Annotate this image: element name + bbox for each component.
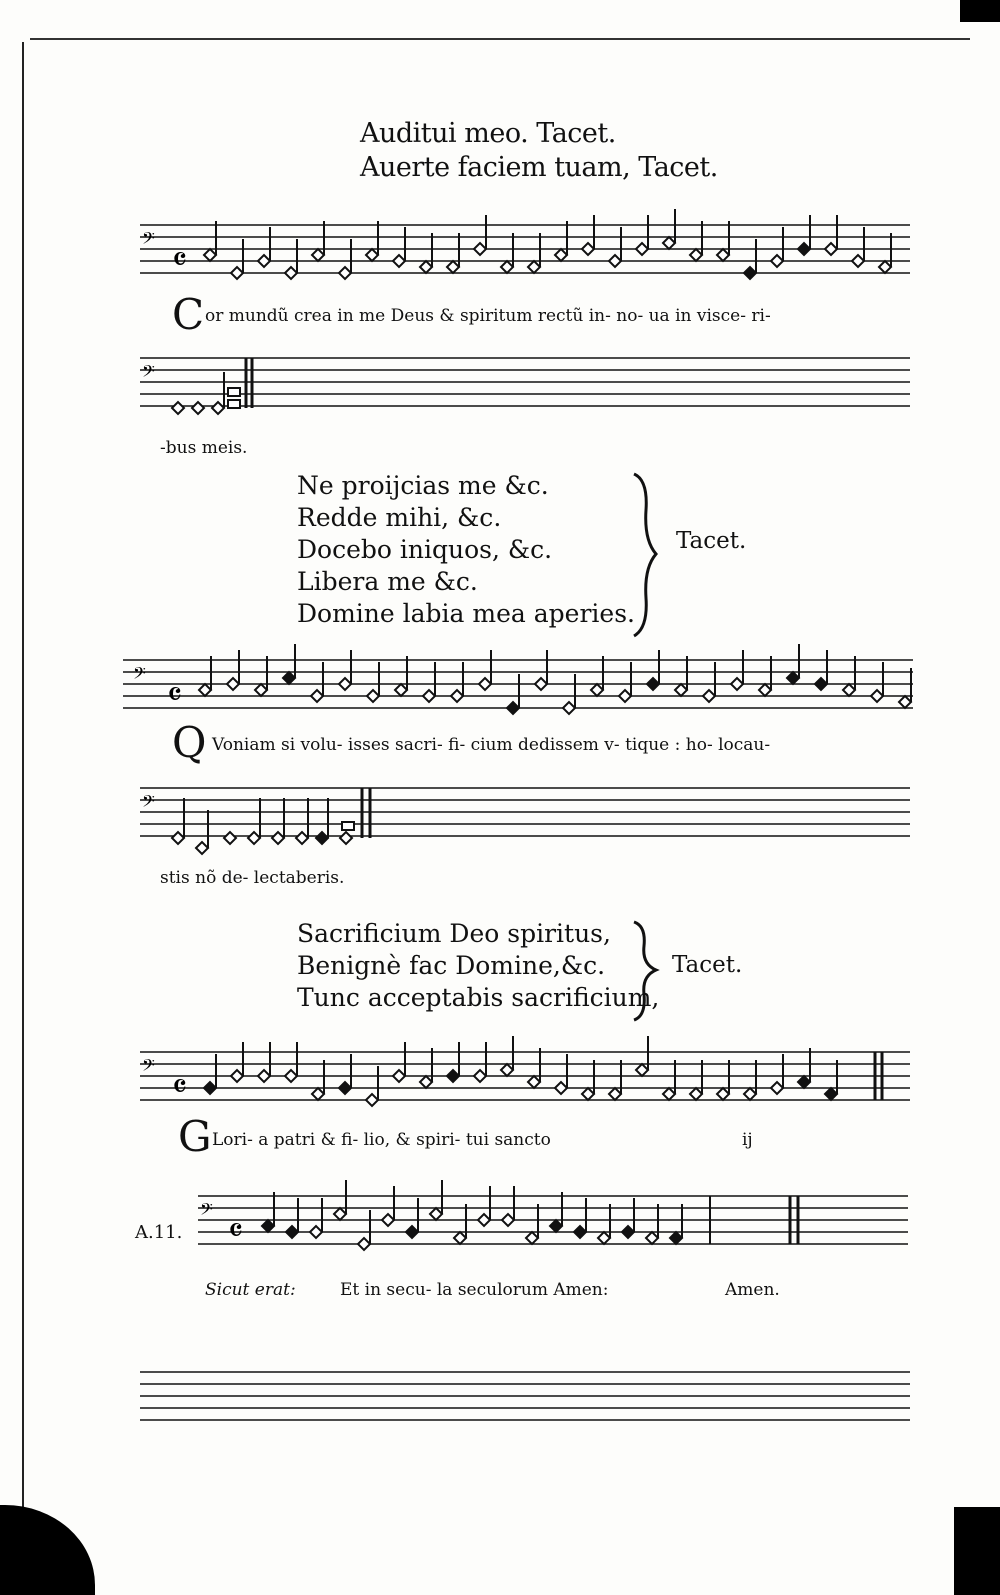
note-head: [555, 249, 567, 261]
note-head: [744, 267, 756, 279]
note-head: [647, 678, 659, 690]
music-staff-7-empty: [140, 1372, 920, 1432]
note-head: [690, 1088, 702, 1100]
note-head: [447, 261, 459, 273]
note-head: [420, 261, 432, 273]
note-head: [501, 261, 513, 273]
notes: [204, 209, 891, 279]
note-head: [258, 255, 270, 267]
lyrics-sicut: Sicut erat:: [205, 1280, 296, 1300]
note-head: [502, 1214, 514, 1226]
repeat-mark: ij: [742, 1130, 753, 1150]
note-head: [528, 1076, 540, 1088]
note-head: [393, 1070, 405, 1082]
note-head: [258, 1070, 270, 1082]
note-head: [843, 684, 855, 696]
note-head: [609, 255, 621, 267]
note-head: [339, 678, 351, 690]
note-head: [798, 1076, 810, 1088]
note-head: [366, 1094, 378, 1106]
note-head: [311, 690, 323, 702]
music-staff-5: [140, 1052, 920, 1117]
brace-2: [630, 918, 660, 1023]
note-head: [382, 1214, 394, 1226]
note-head: [312, 1088, 324, 1100]
lyrics-line-2: -bus meis.: [160, 438, 248, 458]
music-staff-2: [140, 358, 920, 418]
note-head: [555, 1082, 567, 1094]
page-border-top: [30, 38, 970, 40]
lyrics-line-5: Lori- a patri & fi- lio, & spiri- tui sancto: [212, 1130, 551, 1150]
note-head: [731, 678, 743, 690]
note-head: [395, 684, 407, 696]
tacet-item: Libera me &c.: [297, 567, 478, 596]
note-head: [367, 690, 379, 702]
heading-2: Auerte faciem tuam, Tacet.: [360, 152, 718, 183]
note-head: [430, 1208, 442, 1220]
note-head: [670, 1232, 682, 1244]
tacet-item: Redde mihi, &c.: [297, 503, 502, 532]
svg-text:𝄴: 𝄴: [228, 1211, 244, 1251]
svg-text:𝄢: 𝄢: [142, 791, 155, 815]
note-head: [286, 1226, 298, 1238]
note-head: [598, 1232, 610, 1244]
brace-1: [630, 470, 660, 640]
page-border-left: [22, 42, 24, 1512]
tacet-list-2: [297, 918, 659, 1014]
note-head: [227, 678, 239, 690]
note-head: [787, 672, 799, 684]
notes: [204, 1036, 837, 1106]
lyrics-line-4: stis nõ de- lectaberis.: [160, 868, 345, 888]
svg-text:𝄢: 𝄢: [142, 1055, 155, 1079]
note-head: [231, 267, 243, 279]
note-head: [550, 1220, 562, 1232]
tacet-item: Sacrificium Deo spiritus,: [297, 919, 611, 948]
note-head: [582, 1088, 594, 1100]
note-head: [825, 243, 837, 255]
note-head: [478, 1214, 490, 1226]
note-head: [771, 1082, 783, 1094]
note-head: [582, 243, 594, 255]
tacet-item: Docebo iniquos, &c.: [297, 535, 553, 564]
tacet-item: Tunc acceptabis sacrificium,: [297, 983, 660, 1012]
note-head: [852, 255, 864, 267]
note-head: [283, 672, 295, 684]
note-head: [526, 1232, 538, 1244]
svg-text:𝄴: 𝄴: [172, 1067, 188, 1107]
note-head: [690, 249, 702, 261]
svg-text:𝄢: 𝄢: [142, 228, 155, 252]
note-head: [366, 249, 378, 261]
note-head: [591, 684, 603, 696]
note-head: [420, 1076, 432, 1088]
note-head: [451, 690, 463, 702]
tacet-label-2: Tacet.: [672, 952, 743, 978]
music-staff-6: [198, 1196, 918, 1276]
note-head: [744, 1088, 756, 1100]
note-head: [262, 1220, 274, 1232]
note-head: [312, 249, 324, 261]
notes: [199, 644, 911, 714]
note-head: [871, 690, 883, 702]
note-head: [717, 249, 729, 261]
svg-text:𝄢: 𝄢: [133, 663, 146, 687]
note-head: [622, 1226, 634, 1238]
note-head: [879, 261, 891, 273]
note-head: [285, 1070, 297, 1082]
initial-C: C: [172, 290, 205, 339]
note-head: [609, 1088, 621, 1100]
note-head: [798, 243, 810, 255]
note-head: [663, 237, 675, 249]
note-head: [646, 1232, 658, 1244]
note-head: [454, 1232, 466, 1244]
note-head: [528, 261, 540, 273]
note-head: [675, 684, 687, 696]
voice-marker: A.11.: [135, 1222, 183, 1243]
note-head: [636, 1064, 648, 1076]
note-head: [825, 1088, 837, 1100]
initial-G: G: [178, 1112, 212, 1161]
note-head: [339, 267, 351, 279]
tacet-item: Benignè fac Domine,&c.: [297, 951, 606, 980]
note-head: [563, 702, 575, 714]
svg-text:𝄴: 𝄴: [172, 240, 188, 280]
note-head: [204, 249, 216, 261]
lyrics-line-3: Voniam si volu- isses sacri- fi- cium dedissem v- tique : ho- locau-: [212, 735, 771, 755]
note-head: [474, 243, 486, 255]
note-head: [899, 696, 911, 708]
note-head: [479, 678, 491, 690]
note-head: [717, 1088, 729, 1100]
note-head: [447, 1070, 459, 1082]
notes: [262, 1180, 682, 1250]
svg-text:𝄴: 𝄴: [167, 675, 183, 715]
svg-text:𝄢: 𝄢: [142, 361, 155, 385]
music-staff-4: [140, 788, 920, 848]
note-head: [231, 1070, 243, 1082]
note-head: [619, 690, 631, 702]
tacet-item: Domine labia mea aperies.: [297, 599, 635, 628]
lyrics-line-1: or mundũ crea in me Deus & spiritum rectũ in- no- ua in visce- ri-: [205, 306, 771, 326]
lyrics-line-6: Et in secu- la seculorum Amen:: [340, 1280, 609, 1300]
note-head: [199, 684, 211, 696]
note-head: [285, 267, 297, 279]
note-head: [574, 1226, 586, 1238]
svg-text:𝄢: 𝄢: [200, 1199, 213, 1223]
scan-corner-mark: [954, 1507, 1000, 1595]
tacet-label-1: Tacet.: [676, 528, 747, 554]
note-head: [310, 1226, 322, 1238]
note-head: [406, 1226, 418, 1238]
note-head: [771, 255, 783, 267]
note-head: [204, 1082, 216, 1094]
heading-1: Auditui meo. Tacet.: [360, 118, 616, 149]
note-head: [255, 684, 267, 696]
note-head: [703, 690, 715, 702]
note-head: [663, 1088, 675, 1100]
lyrics-amen: Amen.: [725, 1280, 780, 1300]
note-head: [759, 684, 771, 696]
music-staff-3: [123, 660, 923, 720]
note-head: [393, 255, 405, 267]
note-head: [535, 678, 547, 690]
note-head: [636, 243, 648, 255]
music-staff-1: [140, 225, 920, 285]
note-head: [501, 1064, 513, 1076]
scan-blot: [0, 1505, 95, 1595]
tacet-list-1: [297, 470, 635, 630]
note-head: [423, 690, 435, 702]
note-head: [339, 1082, 351, 1094]
note-head: [358, 1238, 370, 1250]
note-head: [507, 702, 519, 714]
note-head: [815, 678, 827, 690]
scan-corner-mark: [960, 0, 1000, 22]
tacet-item: Ne proijcias me &c.: [297, 471, 549, 500]
note-head: [334, 1208, 346, 1220]
initial-Q: Q: [172, 718, 207, 767]
note-head: [474, 1070, 486, 1082]
